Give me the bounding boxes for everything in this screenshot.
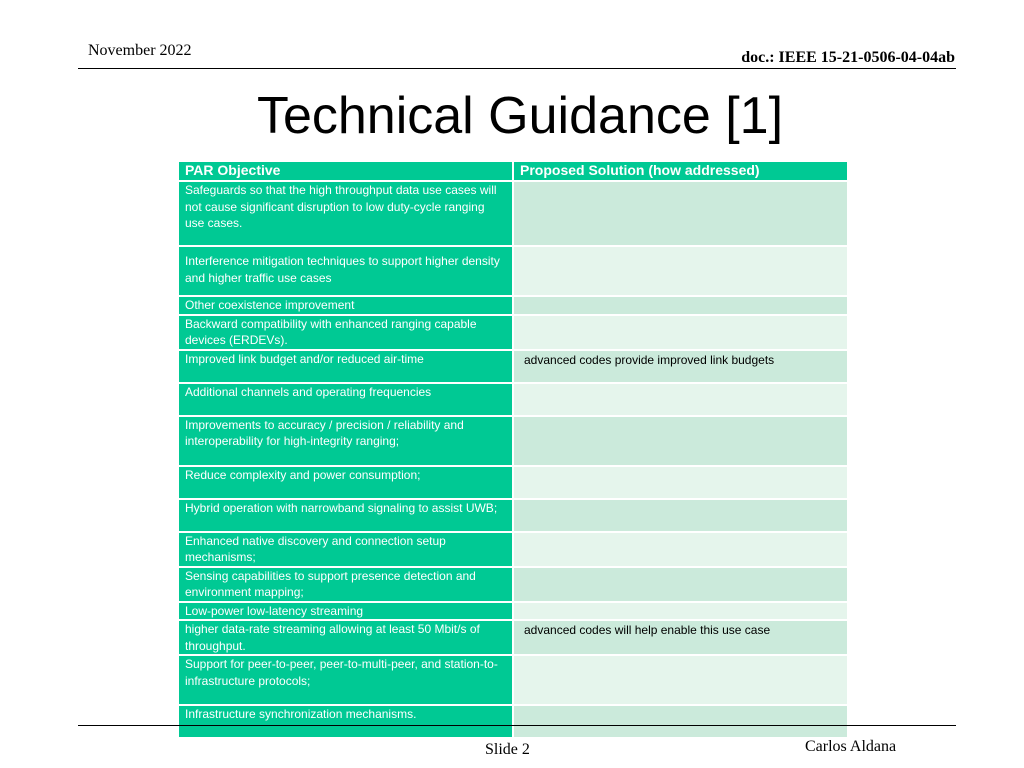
table-row [178, 383, 848, 416]
solution-cell: advanced codes will help enable this use case [513, 620, 848, 655]
objective-cell: Additional channels and operating frequencies [178, 383, 513, 416]
table-row [178, 296, 848, 315]
table-row [178, 416, 848, 466]
solution-cell [513, 383, 848, 416]
objective-cell: Infrastructure synchronization mechanisms. [178, 705, 513, 738]
table-row [178, 532, 848, 567]
slide-number: Slide 2 [485, 741, 530, 758]
solution-cell [513, 416, 848, 466]
objective-cell: Enhanced native discovery and connection setup mechanisms; [178, 532, 513, 567]
header-date: November 2022 [88, 42, 192, 59]
table-row [178, 315, 848, 350]
objective-cell: Other coexistence improvement [178, 296, 513, 315]
table-row [178, 499, 848, 532]
solution-cell [513, 315, 848, 350]
objective-cell: Improvements to accuracy / precision / reliability and interoperability for high-integrity ranging; [178, 416, 513, 466]
solution-cell: advanced codes provide improved link budgets [513, 350, 848, 383]
table-row [178, 567, 848, 602]
table-row [178, 466, 848, 499]
slide-title: Technical Guidance [1] [256, 87, 784, 145]
author-name: Carlos Aldana [805, 738, 897, 755]
objective-cell: Backward compatibility with enhanced ranging capable devices (ERDEVs). [178, 315, 513, 350]
solution-cell [513, 296, 848, 315]
table-row [178, 181, 848, 246]
solution-cell [513, 567, 848, 602]
objective-cell: Reduce complexity and power consumption; [178, 466, 513, 499]
solution-cell [513, 181, 848, 246]
solution-cell [513, 655, 848, 705]
objective-cell: Safeguards so that the high throughput data use cases will not cause significant disruption to low duty-cycle ranging use cases. [178, 181, 513, 246]
table-row [178, 620, 848, 655]
objective-cell: Low-power low-latency streaming [178, 602, 513, 621]
table-row [178, 350, 848, 383]
solution-cell [513, 246, 848, 296]
solution-cell [513, 466, 848, 499]
footer-rule [78, 725, 956, 726]
objective-cell: Sensing capabilities to support presence detection and environment mapping; [178, 567, 513, 602]
column-header-solution: Proposed Solution (how addressed) [513, 161, 848, 181]
solution-cell [513, 532, 848, 567]
objective-cell: Support for peer-to-peer, peer-to-multi-peer, and station-to-infrastructure protocols; [178, 655, 513, 705]
objective-cell: Hybrid operation with narrowband signaling to assist UWB; [178, 499, 513, 532]
objective-cell: Improved link budget and/or reduced air-time [178, 350, 513, 383]
objective-cell: higher data-rate streaming allowing at least 50 Mbit/s of throughput. [178, 620, 513, 655]
column-header-objective: PAR Objective [178, 161, 513, 181]
header-doc-id: doc.: IEEE 15-21-0506-04-04ab [741, 49, 955, 66]
solution-cell [513, 602, 848, 621]
table-row [178, 602, 848, 621]
solution-cell [513, 499, 848, 532]
objective-cell: Interference mitigation techniques to support higher density and higher traffic use cases [178, 246, 513, 296]
table-row [178, 246, 848, 296]
header-rule [78, 68, 956, 69]
solution-cell [513, 705, 848, 738]
table-header-row [178, 161, 848, 181]
table-row [178, 705, 848, 738]
guidance-table [177, 160, 849, 739]
table-row [178, 655, 848, 705]
